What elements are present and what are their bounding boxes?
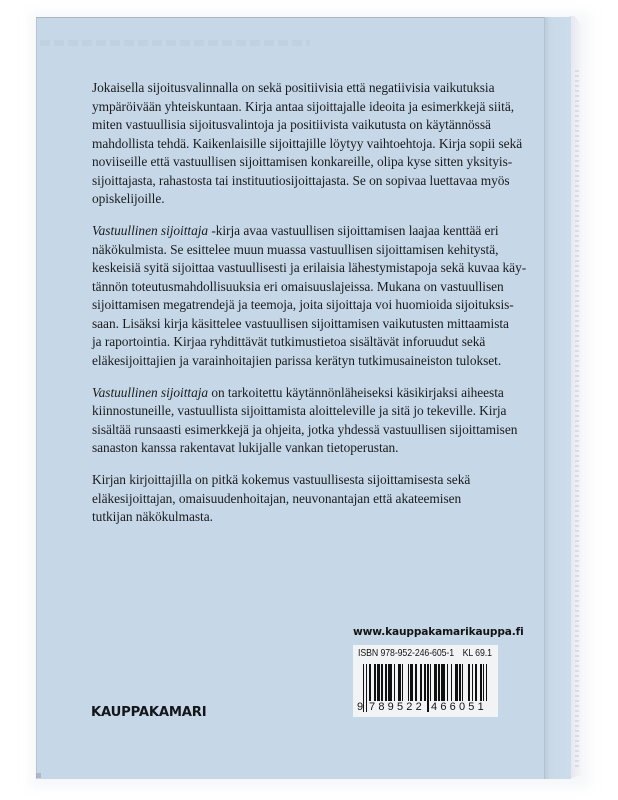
isbn-barcode-label xyxy=(353,645,498,717)
blurb-paragraph-4 xyxy=(92,471,512,527)
blurb-line: noviiseille että vastuullisen sijoittamisen konkareille, olipa kyse sitten yksityis- xyxy=(92,154,513,169)
blurb-line: saan. Lisäksi kirja käsittelee vastuullisen sijoittamisen vaikutusten mittaamista xyxy=(92,315,509,331)
blurb-line: tutkijan näkökulmasta. xyxy=(92,509,213,524)
barcode-digit-first: 9 xyxy=(357,701,364,713)
blurb-paragraph-3 xyxy=(92,384,518,458)
isbn-text xyxy=(358,648,492,659)
blurb-line: eläkesijoittajan, omaisuudenhoitajan, neuvonantajan että akateemisen xyxy=(92,490,462,506)
library-classification: KL 69.1 xyxy=(462,648,492,659)
blurb-paragraph-2 xyxy=(92,222,527,370)
blurb-line: sisältää runsaasti esimerkkejä ja ohjeita, jotka yhdessä vastuullisen sijoittamisen xyxy=(92,421,518,437)
blurb-line: tännön toteutusmahdollisuuksia eri omaisuuslajeissa. Mukana on vastuullisen xyxy=(92,278,504,294)
spine-text-faint xyxy=(575,70,579,770)
blurb-line: Jokaisella sijoitusvalinnalla on sekä positiivisia että negatiivisia vaikutuksia xyxy=(92,80,495,95)
blurb-line: sanaston kanssa rakentavat lukijalle vankan tietoperustan. xyxy=(92,440,399,455)
blurb-line: kiinnostuneille, vastuullista sijoittamista aloitteleville ja sitä jo tekeville. Kirja xyxy=(92,403,507,418)
blurb-line: keskeisiä syitä sijoittaa vastuullisesti ja erilaisia lähestymistapoja sekä kuvaa käy- xyxy=(92,260,527,275)
blurb-line: Kirjan kirjoittajilla on pitkä kokemus vastuullisesta sijoittamisesta sekä xyxy=(92,472,471,487)
barcode-digit-group-1: 789522 xyxy=(369,701,425,713)
isbn-number: ISBN 978-952-246-605-1 xyxy=(358,648,455,659)
blurb-line: Vastuullinen sijoittaja on tarkoitettu käytännönläheiseksi käsikirjaksi aiheesta xyxy=(92,384,504,400)
blurb-line: miten vastuullisia sijoitusvalintoja ja positiivista vaikutusta on käytännössä xyxy=(92,117,491,132)
blurb-line: opiskelijoille. xyxy=(92,191,165,206)
cover-fold-strip xyxy=(544,17,571,779)
blurb-line: sijoittajasta, rahastosta tai instituutiosijoittajasta. Se on sopivaa luettavaa myös xyxy=(92,172,510,188)
blurb-paragraph-1 xyxy=(92,79,523,209)
publisher-logo: KAUPPAKAMARI xyxy=(91,705,207,720)
blurb-line: ympäröivään yhteiskuntaan. Kirja antaa sijoittajalle ideoita ja esimerkkejä siitä, xyxy=(92,98,515,114)
publisher-url: www.kauppakamarikauppa.fi xyxy=(353,626,524,638)
blurb-line: Vastuullinen sijoittaja -kirja avaa vastuullisen sijoittamisen laajaa kenttää eri xyxy=(92,223,499,238)
blurb-line: eläkesijoittajien ja varainhoitajien parissa kerätyn tutkimusaineiston tulokset. xyxy=(92,352,502,368)
blurb-line: näkökulmista. Se esittelee muun muassa vastuullisen sijoittamisen kehitystä, xyxy=(92,241,499,257)
back-cover-blurb xyxy=(92,79,527,540)
barcode-digit-group-2: 466051 xyxy=(431,701,487,713)
show-through-text xyxy=(40,40,310,46)
book-title-italic: Vastuullinen sijoittaja xyxy=(92,223,209,238)
blurb-line: sijoittamisen megatrendejä ja teemoja, joita sijoittaja voi huomioida sijoituksis- xyxy=(92,297,514,312)
corner-wear-mark xyxy=(36,773,41,778)
book-title-italic: Vastuullinen sijoittaja xyxy=(92,384,209,400)
blurb-line: ja raportointia. Kirjaa ryhdittävät tutkimustietoa sisältävät inforuudut sekä xyxy=(92,334,486,349)
blurb-line: mahdollista tehdä. Kaikenlaisille sijoittajille löytyy vaihtoehtoja. Kirja sopii sekä xyxy=(92,135,523,151)
